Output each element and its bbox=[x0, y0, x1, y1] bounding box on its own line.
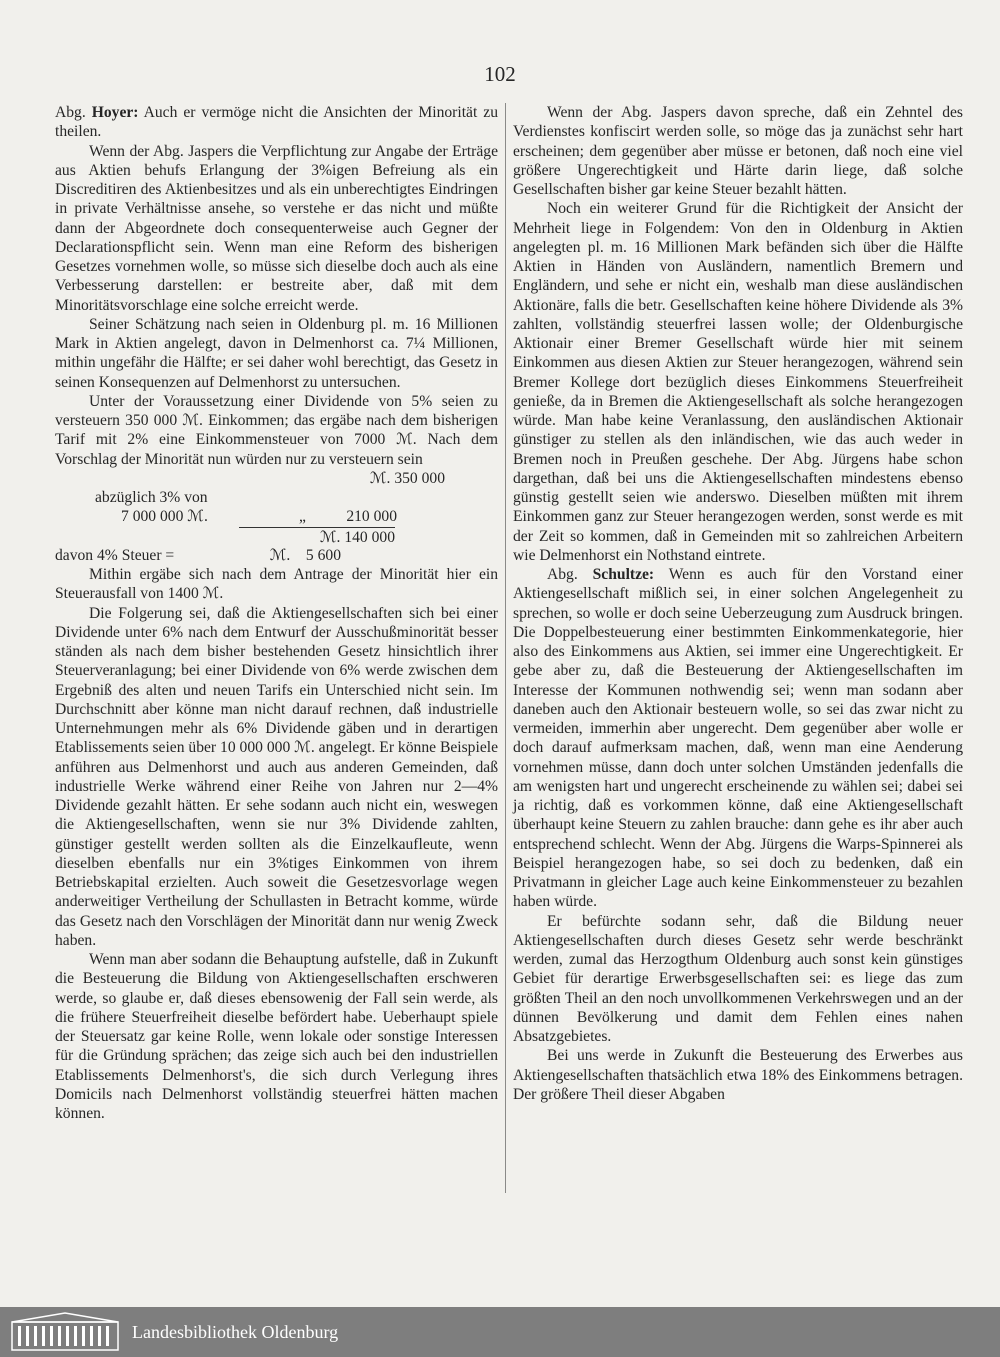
library-building-icon bbox=[10, 1312, 120, 1352]
tax-calculation bbox=[55, 469, 498, 565]
calc-mark: „ bbox=[299, 508, 306, 526]
paragraph: Bei uns werde in Zukunft die Besteuerung des Erwerbes aus Aktiengesellschaften thatsächlich etwa 18% des Einkommens betragen. Der größere Theil dieser Abgaben bbox=[513, 1047, 963, 1103]
paragraph: Wenn der Abg. Jaspers die Verpflichtung zur Angabe der Erträge aus Aktien behufs Erlangung der 3%igen Befreiung als ein Discreditiren des Aktienbesitzes und als ein unberechtigtes Eindringen in private Verhältnisse ansehe, so verstehe er das nicht und müßte dann der Abgeordnete doch consequenterweise auch Gegner der Declarationspflicht sein. Wenn man eine Reform des bisherigen Gesetzes vornehmen wolle, so müsse sich dieselbe doch auch als eine Verbesserung darstellen: er bestreite aber, daß mit dem Minoritätsvorschlage eine solche erreicht werde. bbox=[55, 142, 498, 314]
paragraph-text: Wenn es auch für den Vorstand einer Aktiengesellschaft mißlich sei, in einer solchen Angelegenheit zu sprechen, so wolle er doch seine Ueberzeugung zum Ausdruck bringen. Die Doppelbesteuerung einer bestimmten Einkommenkategorie, hier also des Einkommens aus Aktien, sei immer eine Ungerechtigkeit. Er gebe aber zu, daß die Besteuerung der Aktiengesellschaften im Interesse der Kommunen nothwendig sei; wenn man sodann aber daneben auch den Aktionair besteuern wolle, so sei das zwar nicht zu vermeiden, immerhin aber ungerecht. Dem gegenüber aber wolle er doch darauf aufmerksam machen, daß, wenn man eine Aenderung vornehmen müsse, dann doch unter solchen Umständen jedenfalls die am wenigsten hart und ungerecht erscheinende zu wählen sei; dabei sei ja richtig, daß es vorkommen könne, daß eine Aktiengesellschaft überhaupt keine Steuern zu zahlen brauche: dann gehe es ihr aber auch entsprechend schlecht. Wenn der Abg. Jürgens die Warps-Spinnerei als Beispiel herangezogen habe, so sei doch zu bedenken, daß ein Privatmann in gleicher Lage auch keine Einkommensteuer zu bezahlen haben würde. bbox=[513, 566, 964, 911]
calc-value: 210 000 bbox=[346, 508, 397, 526]
paragraph: Die Folgerung sei, daß die Aktiengesellschaften sich bei einer Dividende unter 6% nach dem Entwurf der Ausschußminorität besser ständen als nach dem bisher bestehenden Gesetz hinsichtlich ihrer Steuerveranlagung; bei einer Dividende von 6% werde zwischen dem Ergebniß des alten und neuen Tarifs ein Unterschied nicht sein. Im Durchschnitt aber könne man nicht darauf rechnen, daß industrielle Unternehmungen mehr als 6% Dividende gäben und in derartigen Etablissements seien über 10 000 000 ℳ. angelegt. Er könne Beispiele anführen aus Delmenhorst und auch aus anderen Gemeinden, daß industrielle Werke während einer Reihe von Jahren nur 2—4% Dividende gezahlt hätten. Er sehe sodann auch nicht ein, weswegen die Aktiengesellschaften, wenn sie nur 3% Dividende zahlten, günstiger gestellt werden sollten als die Einzelkaufleute, wenn dieselben ebenfalls nur ein 3%tiges Einkommen von ihrem Betriebskapital erzielten. Auch soweit die Gesetzesvorlage wegen anderweitiger Vertheilung der Schullasten in Betracht komme, würde das Gesetz nach den Vorschlägen der Minorität dann nur wenig Zweck haben. bbox=[55, 604, 498, 949]
paragraph-schultze bbox=[513, 565, 963, 912]
page-number: 102 bbox=[484, 62, 516, 86]
speaker-name: Hoyer: bbox=[91, 104, 139, 121]
paragraph-text: Auch er vermöge nicht die Ansichten der Minorität zu theilen. bbox=[55, 104, 498, 141]
speaker-prefix: Abg. bbox=[547, 566, 593, 583]
speaker-name: Schultze: bbox=[592, 566, 655, 583]
paragraph: Er befürchte sodann sehr, daß die Bildung neuer Aktiengesellschaften durch dieses Gesetz sehr werde beschränkt werden, zumal das Herzogthum Oldenburg auch sonst kein günstiges Gebiet für derartige Erwerbsgesellschaften sei: es liege das zum größten Theil an den noch unvollkommenen Verkehrswegen und an der dünnen Bevölkerung und damit dem Fehlen eines nahen Absatzgebietes. bbox=[513, 912, 963, 1045]
paragraph: Wenn der Abg. Jaspers davon spreche, daß ein Zehntel des Verdienstes konfiscirt werden solle, so möge das ja zunächst sehr hart erscheinen; dem gegenüber aber müsse er betonen, daß noch eine viel größere Ungerechtigkeit und Härte darin liege, daß solche Gesellschaften bisher gar keine Steuer bezahlt hätten. bbox=[513, 104, 963, 198]
calc-label: 7 000 000 ℳ. bbox=[121, 508, 208, 526]
library-footer bbox=[0, 1307, 1000, 1357]
calc-value: ℳ. 5 600 bbox=[269, 546, 341, 564]
calc-label: abzüglich 3% von bbox=[95, 489, 208, 506]
paragraph: Unter der Voraussetzung einer Dividende von 5% seien zu versteuern 350 000 ℳ. Einkommen; das ergäbe nach dem bisherigen Tarif mit 2% eine Einkommensteuer von 7000 ℳ. Nach dem Vorschlag der Minorität nun würden nur zu versteuern sein bbox=[55, 392, 498, 468]
right-column bbox=[513, 103, 963, 1104]
column-divider bbox=[505, 103, 506, 1193]
speaker-prefix: Abg. bbox=[55, 104, 92, 121]
calc-value: ℳ. 140 000 bbox=[239, 527, 395, 546]
paragraph-hoyer bbox=[55, 103, 498, 142]
paragraph: Mithin ergäbe sich nach dem Antrage der Minorität hier ein Steuerausfall von 1400 ℳ. bbox=[55, 566, 498, 603]
paragraph: Noch ein weiterer Grund für die Richtigkeit der Ansicht der Mehrheit liege in Folgendem: Von den in Oldenburg in Aktien angelegten pl. m. 16 Millionen Mark befänden sich über die Hälfte Aktien in Händen von Ausländern, namentlich Bremern und Engländern, und sehe er nicht ein, weshalb man diese ausländischen Aktionäre, falls die betr. Gesellschaften keine höhere Dividende als 3% zahlten, vollständig steuerfrei lassen wolle; der Oldenburgische Aktionair einer Bremer Gesellschaft würde hier mit seinem Einkommen aus diesen Aktien zur Steuer herangezogen, während sein Bremer Kollege dort bezüglich dieses Einkommens Steuerfreiheit genieße, da in Bremen die Aktiengesellschaft als solche herangezogen würde. Man habe keine Veranlassung, den ausländischen Aktionair günstiger zu stellen als den inländischen, wie das auch weder in Bremen noch in Preußen geschehe. Der Abg. Jürgens habe schon dargethan, daß bei uns die Aktiengesellschaften mindestens ebenso günstig gestellt seien wie anderswo. Dieselben müßten mit ihrem Einkommen ganz zur Steuer herangezogen werden, sonst werde es mit der Zeit so kommen, daß in Gemeinden mit so zahlreichen Arbeitern wie Delmenhorst ein Nothstand eintrete. bbox=[513, 200, 963, 564]
paragraph: Wenn man aber sodann die Behauptung aufstelle, daß in Zukunft die Besteuerung die Bildung von Aktiengesellschaften erschweren werde, so glaube er, daß dieses ebensowenig der Fall sein werde, als die frühere Steuerfreiheit dieselbe befördert habe. Ueberhaupt spiele der Steuersatz gar keine Rolle, wenn lokale oder sonstige Interessen für die Gründung sprächen; das zeige sich auch bei den industriellen Etablissements Delmenhorst's, die sich durch Verlegung ihres Domicils nach Delmenhorst vollständig steuerfrei hätten machen können. bbox=[55, 951, 498, 1122]
calc-label: davon 4% Steuer = bbox=[55, 546, 175, 564]
library-name: Landesbibliothek Oldenburg bbox=[132, 1321, 339, 1342]
paragraph: Seiner Schätzung nach seien in Oldenburg pl. m. 16 Millionen Mark in Aktien angelegt, davon in Delmenhorst ca. 7¼ Millionen, mithin ungefähr die Hälfte; er sei daher wohl berechtigt, das Gesetz in seinen Konsequenzen auf Delmenhorst zu untersuchen. bbox=[55, 315, 498, 391]
calc-value: ℳ. 350 000 bbox=[369, 469, 445, 487]
left-column bbox=[55, 103, 498, 1123]
